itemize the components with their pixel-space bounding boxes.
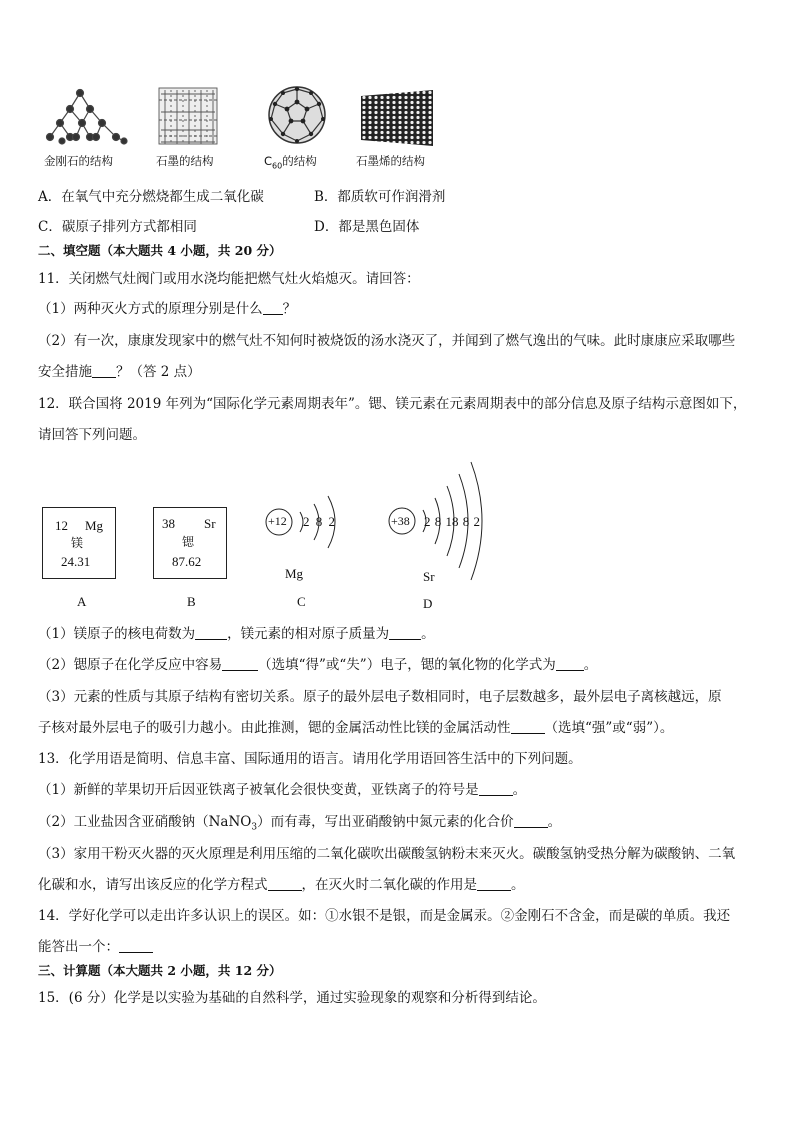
graphite-structure-image — [155, 84, 221, 148]
figure-label-c: C — [297, 594, 306, 609]
answer-blank[interactable] — [479, 782, 513, 796]
answer-blank[interactable] — [477, 877, 511, 891]
c60-structure-image — [266, 84, 328, 146]
graphene-structure-image — [361, 90, 433, 146]
atomic-number: 38 — [162, 516, 175, 531]
graphite-caption: 石墨的结构 — [156, 154, 214, 168]
option-d: D．都是黑色固体 — [314, 219, 420, 235]
q11-part2-line1: （2）有一次，康康发现家中的燃气灶不知何时被烧饭的汤水浇灭了，并闻到了燃气逸出的气味。此时康康应采取哪些 — [38, 333, 736, 349]
answer-blank[interactable] — [556, 657, 584, 671]
answer-blank[interactable] — [263, 301, 283, 315]
option-a: A．在氧气中充分燃烧都生成二氧化碳 — [38, 189, 264, 205]
q12-part3-line1: （3）元素的性质与其原子结构有密切关系。原子的最外层电子数相同时，电子层数越多，最外层电子离核越远，原 — [38, 689, 722, 705]
c60-caption: $C_{60}$的结构 — [264, 154, 317, 171]
q12-stem-line1: 12．联合国将 2019 年列为“国际化学元素周期表年”。锶、镁元素在元素周期表中的部分信息及原子结构示意图如下， — [38, 396, 747, 412]
mg-element-box — [42, 507, 116, 579]
sr-element-box — [153, 507, 227, 579]
diamond-caption: 金刚石的结构 — [44, 154, 113, 168]
mg-electron-shells: 2 8 2 — [303, 514, 335, 529]
figure-label-a: A — [77, 594, 87, 609]
diamond-structure-image — [40, 85, 132, 147]
option-b: B．都质软可作润滑剂 — [314, 189, 446, 205]
q13-part3-line1: （3）家用干粉灭火器的灭火原理是利用压缩的二氧化碳吹出碳酸氢钠粉末来灭火。碳酸氢钠受热分解为碳酸钠、二氧 — [38, 846, 736, 862]
answer-blank[interactable] — [92, 364, 116, 378]
q15-stem: 15．(6 分）化学是以实验为基础的自然科学，通过实验现象的观察和分析得到结论。 — [38, 990, 546, 1006]
element-name: 锶 — [182, 535, 195, 549]
option-c: C．碳原子排列方式都相同 — [38, 219, 197, 235]
figure-label-b: B — [187, 594, 196, 609]
sr-atom-symbol: Sr — [423, 569, 435, 584]
atomic-mass: 87.62 — [172, 554, 202, 569]
q13-stem: 13．化学用语是简明、信息丰富、国际通用的语言。请用化学用语回答生活中的下列问题。 — [38, 751, 582, 767]
section-heading-fill-in: 二、填空题（本大题共 4 小题，共 20 分） — [38, 243, 282, 258]
q12-part3-line2: 子核对最外层电子的吸引力越小。由此推测，锶的金属活动性比镁的金属活动性 （选填“强”或“弱”）。 — [38, 720, 674, 736]
element-name: 镁 — [71, 536, 84, 550]
figure-label-d: D — [423, 596, 433, 611]
section-heading-calculation: 三、计算题（本大题共 2 小题，共 12 分） — [38, 963, 282, 978]
mg-atom-symbol: Mg — [285, 566, 304, 581]
answer-blank[interactable] — [389, 626, 421, 640]
q11-part2-line2: 安全措施 ？（答 2 点） — [38, 364, 201, 380]
q12-stem-line2: 请回答下列问题。 — [38, 427, 146, 443]
answer-blank[interactable] — [195, 626, 227, 640]
graphene-caption: 石墨烯的结构 — [356, 154, 425, 168]
q13-part1: （1）新鲜的苹果切开后因亚铁离子被氧化会很快变黄，亚铁离子的符号是 。 — [38, 782, 527, 798]
q13-part3-line2: 化碳和水，请写出该反应的化学方程式 ，在灭火时二氧化碳的作用是 。 — [38, 877, 525, 893]
atomic-mass: 24.31 — [61, 554, 91, 569]
q11-part1: （1）两种灭火方式的原理分别是什么 ？ — [38, 301, 297, 317]
answer-blank[interactable] — [514, 814, 548, 828]
mg-nucleus-charge: +12 — [268, 514, 287, 528]
q12-part2: （2）锶原子在化学反应中容易 （选填“得”或“失”）电子，锶的氧化物的化学式为 。 — [38, 657, 598, 673]
answer-blank[interactable] — [222, 657, 258, 671]
answer-blank[interactable] — [119, 939, 153, 953]
sr-electron-shells: 2 8 18 8 2 — [424, 514, 480, 529]
q11-stem: 11．关闭燃气灶阀门或用水浇均能把燃气灶火焰熄灭。请回答： — [38, 271, 420, 287]
atomic-number: 12 — [55, 518, 68, 533]
element-symbol: Mg — [85, 518, 104, 533]
q12-part1: （1）镁原子的核电荷数为 ，镁元素的相对原子质量为 。 — [38, 626, 435, 642]
sr-nucleus-charge: +38 — [391, 514, 410, 528]
q13-part2: （2）工业盐因含亚硝酸钠（NaNO$_3$）而有毒，写出亚硝酸钠中氮元素的化合价 。 — [38, 814, 562, 833]
answer-blank[interactable] — [268, 877, 302, 891]
q14-line1: 14．学好化学可以走出许多认识上的误区。如：①水银不是银，而是金属汞。②金刚石不含金，而是碳的单质。我还 — [38, 908, 731, 924]
q14-line2: 能答出一个： — [38, 938, 153, 956]
element-symbol: Sr — [204, 516, 216, 531]
answer-blank[interactable] — [511, 720, 545, 734]
